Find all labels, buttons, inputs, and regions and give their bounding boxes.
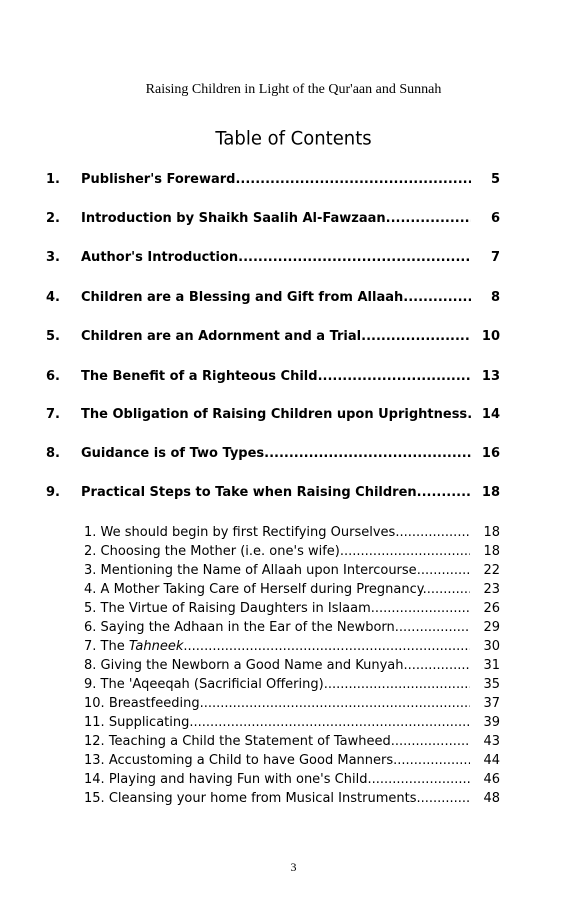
entry-number: 7. <box>84 639 97 654</box>
entry-page: 22 <box>483 563 500 578</box>
sub-entry <box>84 637 500 656</box>
entry-page: 7 <box>490 250 500 265</box>
entry-number: 2. <box>46 211 60 226</box>
entry-title: Publisher's Foreward <box>81 172 236 187</box>
entry-page: 26 <box>483 601 500 616</box>
entry-title: Teaching a Child the Statement of Tawheed <box>108 734 391 749</box>
main-entry <box>46 327 500 347</box>
sub-entry <box>84 656 500 675</box>
main-entry <box>46 170 500 190</box>
entry-page: 18 <box>481 485 500 500</box>
entry-number: 5. <box>46 329 60 344</box>
sub-entry <box>84 580 500 599</box>
running-head: Raising Children in Light of the Qur'aan and Sunnah <box>145 82 442 97</box>
sub-entry <box>84 618 500 637</box>
entry-title: Giving the Newborn a Good Name and Kunyah <box>100 658 404 673</box>
sub-entry <box>84 599 500 618</box>
entry-number: 7. <box>46 407 60 422</box>
sub-entry <box>84 751 500 770</box>
entry-page: 35 <box>483 677 500 692</box>
entry-title: The Tahneek <box>100 639 184 654</box>
entry-number: 9. <box>46 485 60 500</box>
main-entry <box>46 248 500 268</box>
entry-page: 43 <box>483 734 500 749</box>
entry-title: Supplicating <box>108 715 190 730</box>
entry-number: 8. <box>84 658 97 673</box>
entry-page: 13 <box>481 369 500 384</box>
entry-number: 11. <box>84 715 105 730</box>
sub-entry <box>84 542 500 561</box>
entry-page: 18 <box>483 525 500 540</box>
entry-title: Saying the Adhaan in the Ear of the Newborn <box>100 620 395 635</box>
entry-title: Children are an Adornment and a Trial <box>81 329 362 344</box>
entry-title: The Virtue of Raising Daughters in Islaam <box>100 601 371 616</box>
entry-title: Mentioning the Name of Allaah upon Intercourse <box>100 563 417 578</box>
sub-entry <box>84 675 500 694</box>
entry-number: 3. <box>46 250 60 265</box>
sub-entry <box>84 694 500 713</box>
entry-number: 6. <box>46 369 60 384</box>
sub-entry <box>84 770 500 789</box>
entry-title: Children are a Blessing and Gift from Allaah <box>81 290 404 305</box>
sub-entry <box>84 561 500 580</box>
entry-number: 15. <box>84 791 105 806</box>
entry-number: 1. <box>84 525 97 540</box>
entry-number: 4. <box>84 582 97 597</box>
sub-entry <box>84 789 500 808</box>
entry-title: Accustoming a Child to have Good Manners <box>108 753 394 768</box>
entry-title: A Mother Taking Care of Herself during Pregnancy <box>100 582 423 597</box>
entry-title: Author's Introduction <box>81 250 239 265</box>
entry-title: Choosing the Mother (i.e. one's wife) <box>100 544 340 559</box>
entry-page: 29 <box>483 620 500 635</box>
entry-number: 12. <box>84 734 105 749</box>
entry-page: 10 <box>481 329 500 344</box>
main-entry <box>46 367 500 387</box>
entry-title: We should begin by first Rectifying Ourselves <box>100 525 396 540</box>
entry-page: 14 <box>481 407 500 422</box>
entry-page: 18 <box>483 544 500 559</box>
entry-number: 10. <box>84 696 105 711</box>
entry-title: The Benefit of a Righteous Child <box>81 369 318 384</box>
sub-entry <box>84 732 500 751</box>
entry-title: Introduction by Shaikh Saalih Al-Fawzaan <box>81 211 386 226</box>
main-entry <box>46 209 500 229</box>
entry-page: 8 <box>490 290 500 305</box>
entry-page: 44 <box>483 753 500 768</box>
main-entry <box>46 483 500 503</box>
entry-page: 6 <box>490 211 500 226</box>
sub-list <box>84 523 500 808</box>
entry-title: The Obligation of Raising Children upon Uprightness <box>81 407 468 422</box>
entry-number: 3. <box>84 563 97 578</box>
entry-number: 1. <box>46 172 60 187</box>
entry-title: Guidance is of Two Types <box>81 446 265 461</box>
entry-page: 16 <box>481 446 500 461</box>
entry-title: Playing and having Fun with one's Child <box>108 772 368 787</box>
entry-page: 5 <box>490 172 500 187</box>
entry-number: 13. <box>84 753 105 768</box>
entry-number: 2. <box>84 544 97 559</box>
page-number: 3 <box>290 860 297 874</box>
toc-title: Table of Contents <box>215 127 372 150</box>
main-entry <box>46 444 500 464</box>
entry-page: 48 <box>483 791 500 806</box>
entry-page: 46 <box>483 772 500 787</box>
main-entry <box>46 405 500 425</box>
entry-number: 5. <box>84 601 97 616</box>
entry-number: 9. <box>84 677 97 692</box>
entry-title: Breastfeeding <box>108 696 200 711</box>
sub-entry <box>84 713 500 732</box>
entry-title: The 'Aqeeqah (Sacrificial Offering) <box>100 677 324 692</box>
entry-number: 14. <box>84 772 105 787</box>
entry-page: 31 <box>483 658 500 673</box>
entry-number: 4. <box>46 290 60 305</box>
entry-title: Practical Steps to Take when Raising Children <box>81 485 417 500</box>
entry-page: 30 <box>483 639 500 654</box>
entry-number: 8. <box>46 446 60 461</box>
entry-title: Cleansing your home from Musical Instruments <box>108 791 417 806</box>
entry-page: 37 <box>483 696 500 711</box>
main-entry <box>46 288 500 308</box>
entry-page: 39 <box>483 715 500 730</box>
sub-entry <box>84 523 500 542</box>
entry-number: 6. <box>84 620 97 635</box>
entry-page: 23 <box>483 582 500 597</box>
